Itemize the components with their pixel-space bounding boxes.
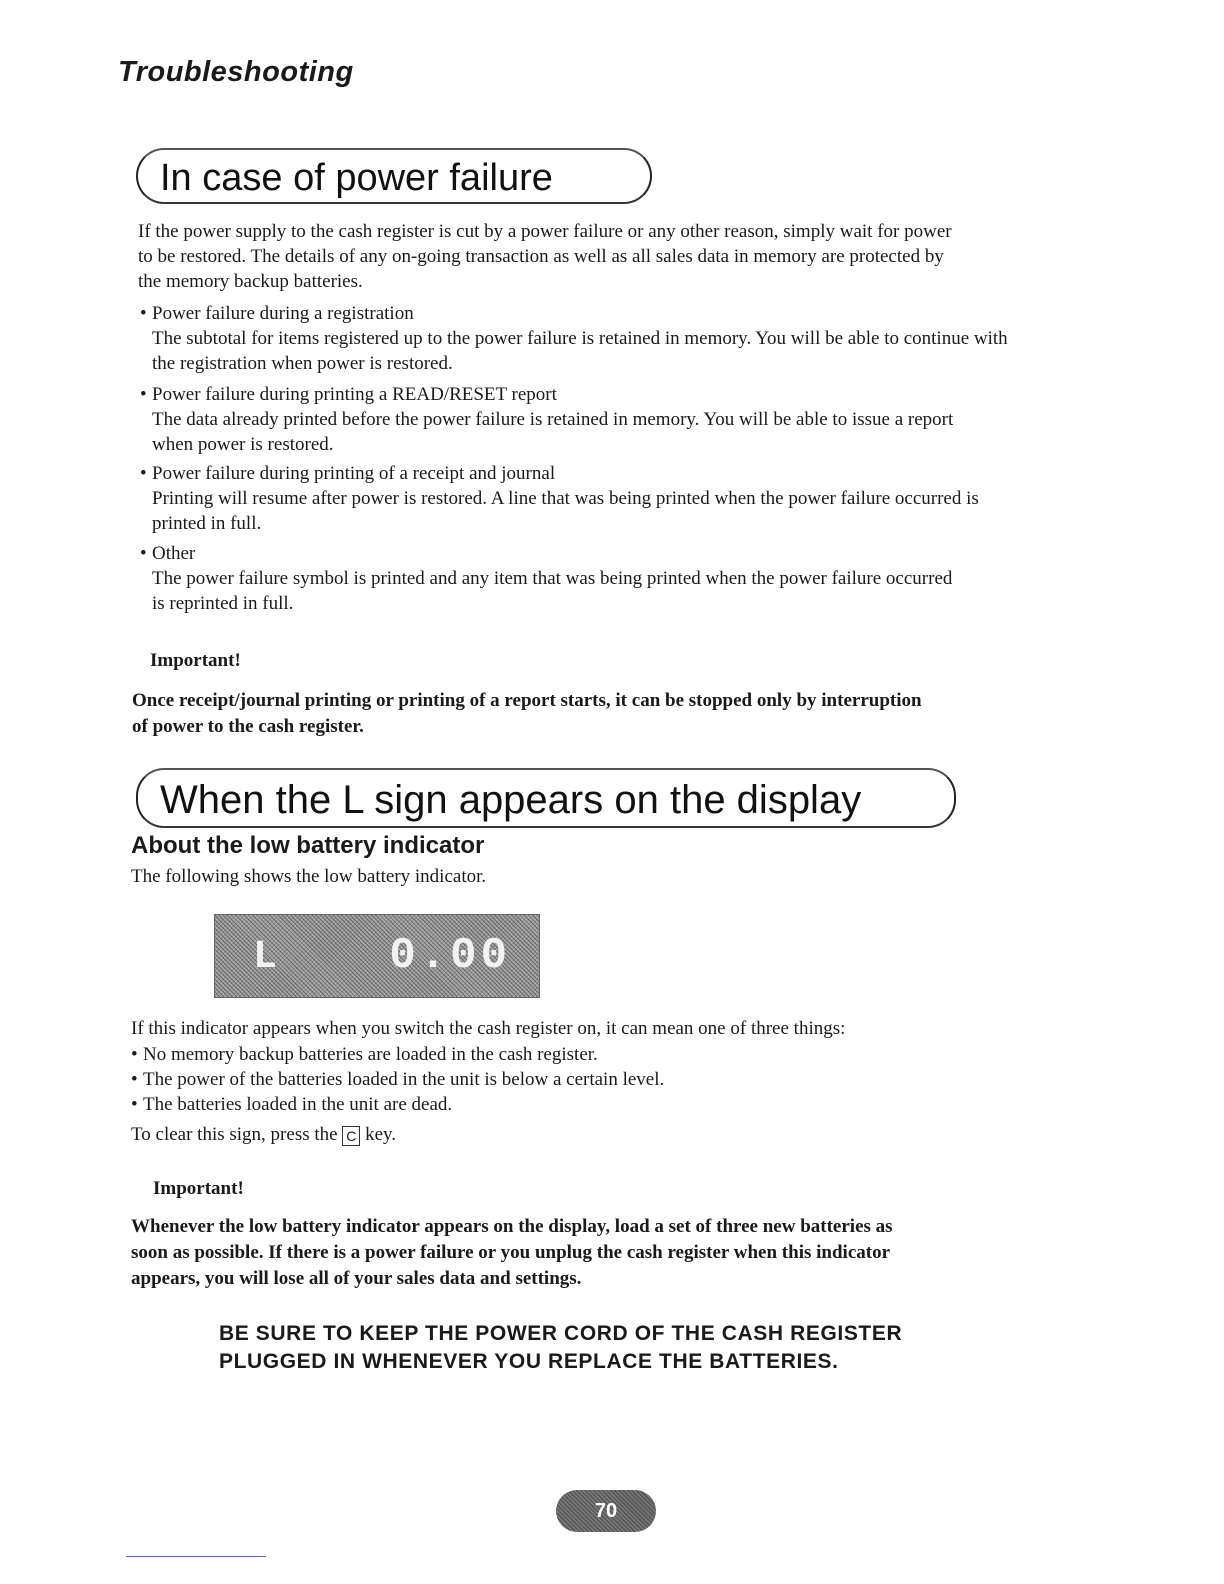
power-failure-item-receipt	[140, 461, 979, 536]
list-item: The power of the batteries loaded in the unit is below a certain level.	[143, 1069, 665, 1090]
item-title: Power failure during printing of a receipt and journal	[152, 463, 556, 484]
item-title: Other	[152, 543, 196, 564]
clear-text-after: key.	[365, 1124, 397, 1145]
item-line: The data already printed before the power failure is retained in memory. You will be able to issue a report	[152, 409, 954, 430]
item-line: The subtotal for items registered up to the power failure is retained in memory. You will be able to continue with	[152, 328, 1008, 349]
bullet-dot: •	[131, 1044, 138, 1065]
intro-line: to be restored. The details of any on-going transaction as well as all sales data in memory are protected by	[138, 246, 944, 267]
important-line: Once receipt/journal printing or printing of a report starts, it can be stopped only by interruption	[132, 690, 922, 711]
l-sign-heading: When the L sign appears on the display	[136, 768, 956, 828]
item-title: Power failure during printing a READ/RESET report	[152, 384, 557, 405]
bullet-dot: •	[140, 384, 147, 405]
important-line: of power to the cash register.	[132, 716, 364, 737]
important-label: Important!	[153, 1178, 244, 1199]
bullet-dot: •	[131, 1069, 138, 1090]
item-line: printed in full.	[152, 513, 262, 534]
power-cord-warning-line: PLUGGED IN WHENEVER YOU REPLACE THE BATTERIES.	[219, 1350, 839, 1373]
low-battery-subheading: About the low battery indicator	[131, 832, 485, 859]
page-title: Troubleshooting	[118, 56, 354, 88]
item-line: the registration when power is restored.	[152, 353, 453, 374]
item-line: Printing will resume after power is restored. A line that was being printed when the power failure occurred is	[152, 488, 979, 509]
clear-text-before: To clear this sign, press the	[131, 1124, 338, 1145]
important-note	[131, 1214, 893, 1292]
power-failure-intro	[138, 219, 952, 294]
bullet-dot: •	[140, 303, 147, 324]
bullet-dot: •	[131, 1094, 138, 1115]
lcd-l-sign: L	[253, 935, 278, 980]
important-line: Whenever the low battery indicator appears on the display, load a set of three new batteries as	[131, 1216, 893, 1237]
bullet-dot: •	[140, 543, 147, 564]
power-failure-item-report	[140, 382, 953, 457]
important-note	[132, 688, 922, 740]
important-line: soon as possible. If there is a power failure or you unplug the cash register when this indicator	[131, 1242, 891, 1263]
power-failure-item-other	[140, 541, 952, 616]
bullet-dot: •	[140, 463, 147, 484]
c-key-icon: C	[342, 1126, 360, 1146]
power-failure-item-registration	[140, 301, 1008, 376]
power-failure-heading: In case of power failure	[136, 148, 652, 204]
power-cord-warning-line: BE SURE TO KEEP THE POWER CORD OF THE CASH REGISTER	[219, 1322, 903, 1345]
low-battery-bullets	[131, 1042, 664, 1117]
list-item: The batteries loaded in the unit are dead.	[143, 1094, 453, 1115]
item-line: when power is restored.	[152, 434, 334, 455]
footer-rule	[126, 1556, 266, 1557]
item-title: Power failure during a registration	[152, 303, 414, 324]
lcd-digits: 0.00	[389, 931, 511, 981]
item-line: is reprinted in full.	[152, 593, 294, 614]
clear-instruction	[131, 1122, 396, 1147]
intro-line: If the power supply to the cash register is cut by a power failure or any other reason, simply wait for power	[138, 221, 952, 242]
list-item: No memory backup batteries are loaded in the cash register.	[143, 1044, 598, 1065]
important-label: Important!	[150, 650, 241, 671]
important-line: appears, you will lose all of your sales data and settings.	[131, 1268, 582, 1289]
low-battery-intro: If this indicator appears when you switch the cash register on, it can mean one of three things:	[131, 1018, 846, 1039]
intro-line: the memory backup batteries.	[138, 271, 363, 292]
item-line: The power failure symbol is printed and any item that was being printed when the power failure occurred	[152, 568, 953, 589]
low-battery-display	[214, 914, 540, 998]
page-number: 70	[556, 1490, 656, 1532]
low-battery-lead: The following shows the low battery indicator.	[131, 866, 487, 887]
